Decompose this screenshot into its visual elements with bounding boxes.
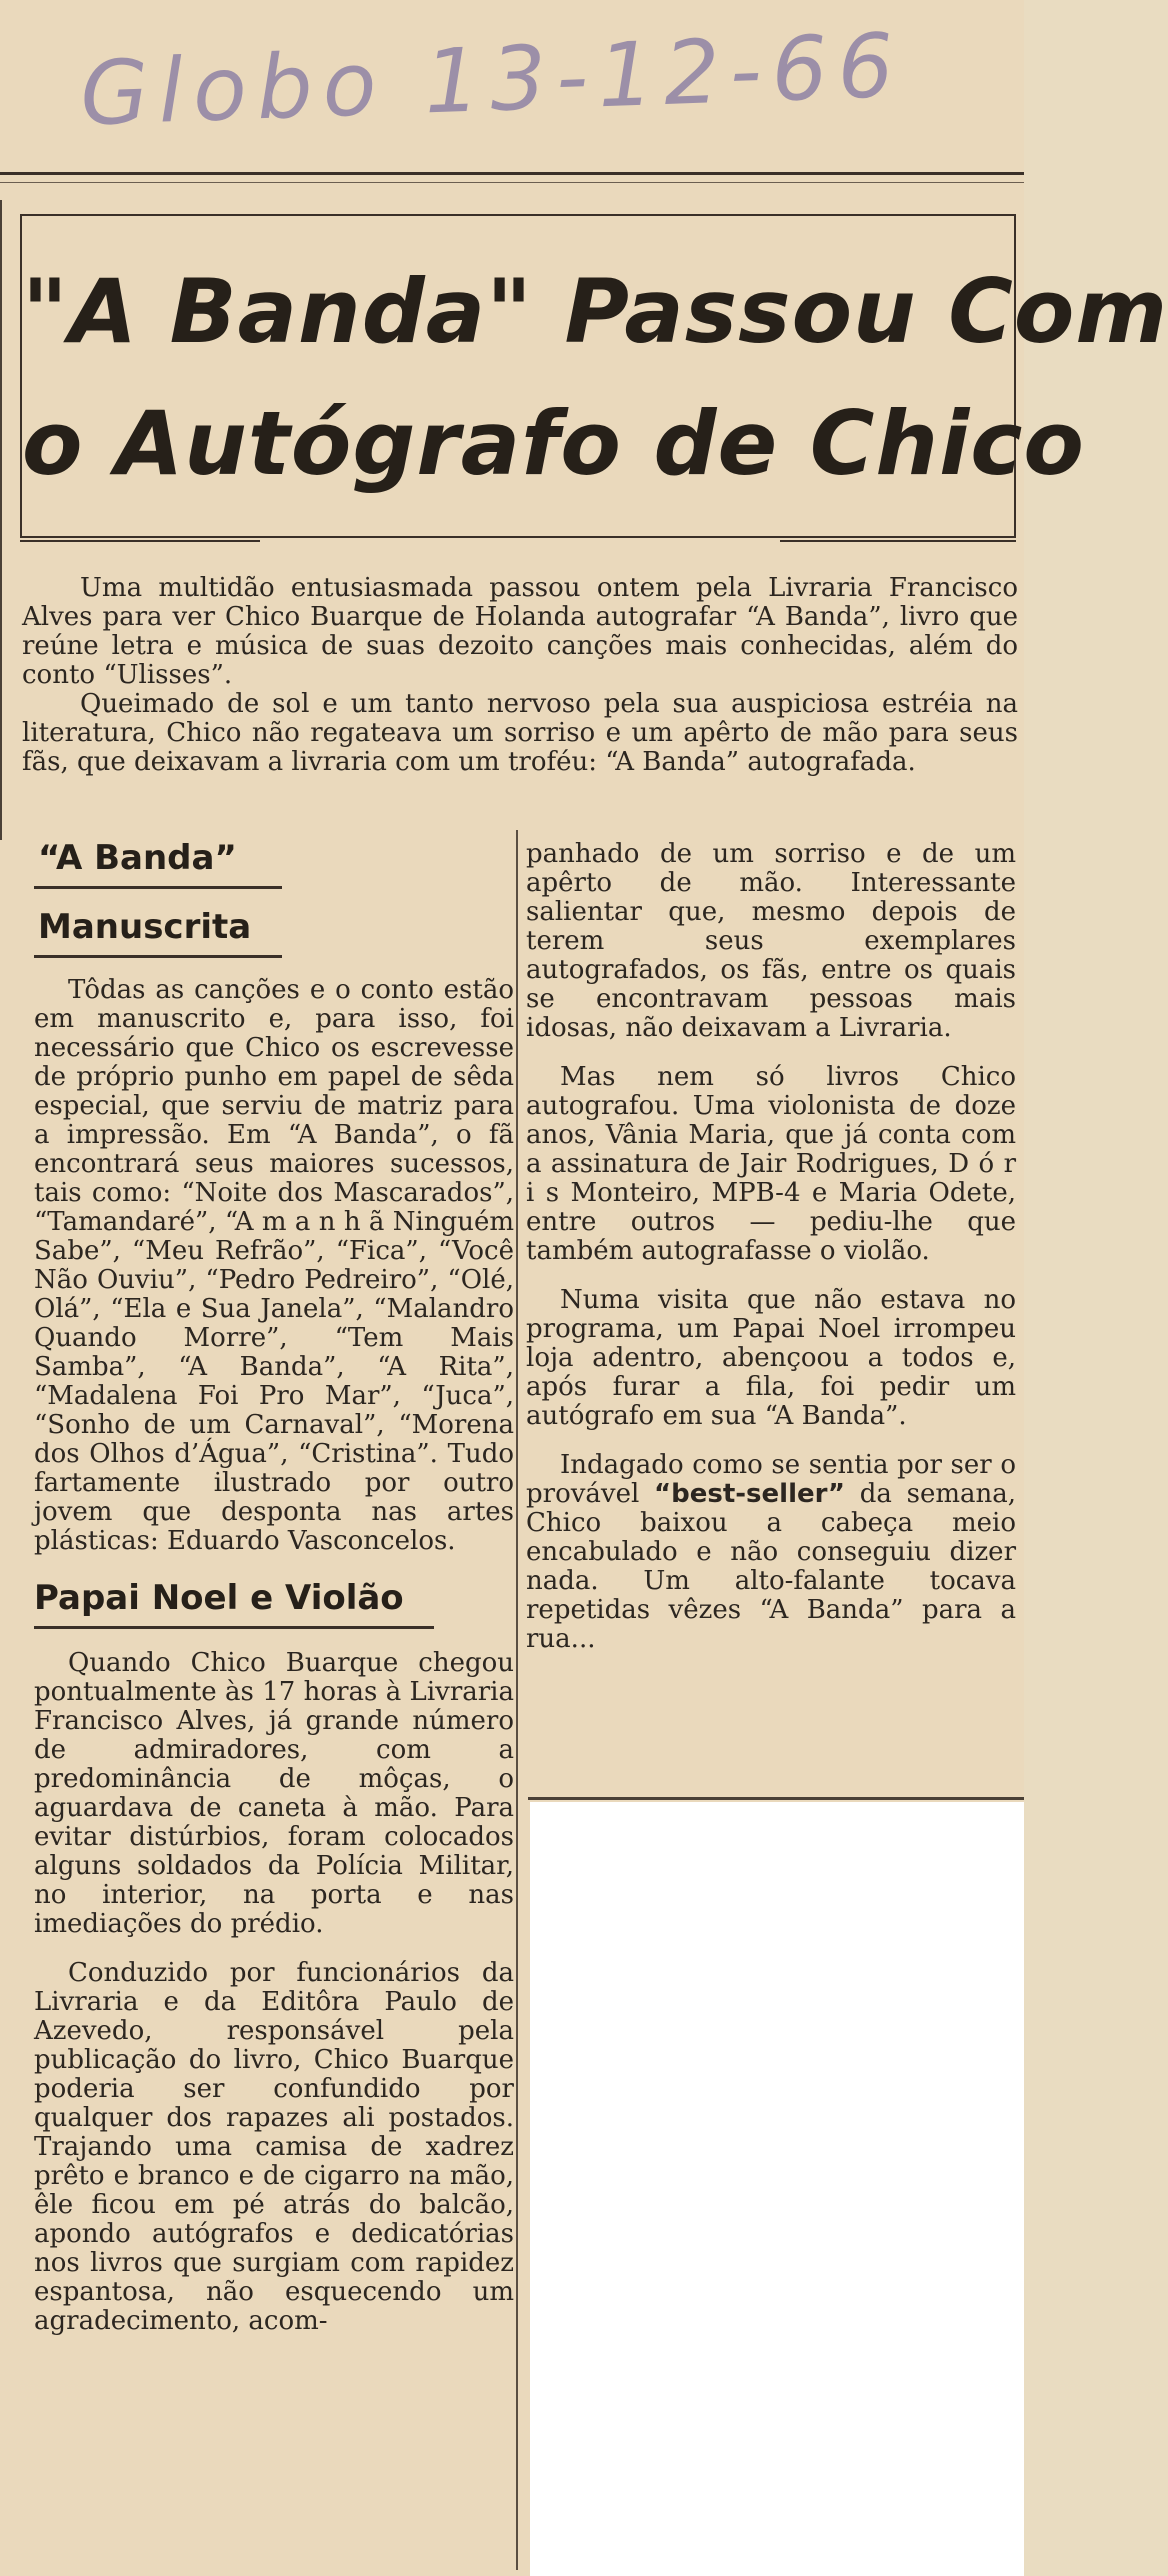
lead-paragraphs	[22, 574, 1018, 777]
handwritten-date-note: Globo 13-12-66	[78, 13, 906, 146]
right-paragraph-1: panhado de um sorriso e de um apêrto de mão. Interessante salientar que, mesmo depois de terem seus exemplares autografados, os fãs, entre os quais se encontravam pessoas mais idosas, não deixavam a Livraria.	[526, 839, 1016, 1043]
right-column	[526, 840, 1016, 1654]
section-heading-papai-noel: Papai Noel e Violão	[34, 1578, 404, 1618]
headline-line-2: o Autógrafo de Chico	[22, 392, 1085, 495]
lead-paragraph-2: Queimado de sol e um tanto nervoso pela sua auspiciosa estréia na literatura, Chico não regateava um sorriso e um apêrto de mão para seus fãs, que deixavam a livraria com um troféu: “A Banda” autografada.	[22, 689, 1018, 777]
right-column-end-rule	[528, 1797, 1024, 1800]
lead-paragraph-1: Uma multidão entusiasmada passou ontem pela Livraria Francisco Alves para ver Chico Buarque de Holanda autografar “A Banda”, livro que reúne letra e música de suas dezoito canções mais conhecidas, além do conto “Ulisses”.	[22, 573, 1018, 690]
left-column	[34, 838, 514, 2336]
best-seller-term: “best-seller”	[654, 1479, 846, 1509]
section-heading-rule	[34, 955, 282, 958]
top-rule	[0, 172, 1024, 175]
section2-paragraph-1: Quando Chico Buarque chegou pontualmente às 17 horas à Livraria Francisco Alves, já grande número de admiradores, com a predominância de môças, o aguardava de caneta à mão. Para evitar distúrbios, foram colocados alguns soldados da Polícia Militar, no interior, na porta e nas imediações do prédio.	[34, 1648, 514, 1939]
section-heading-rule	[34, 1626, 434, 1629]
headline-line-1: "A Banda" Passou Com	[22, 260, 1168, 363]
right-paragraph-4-start: Indagado como se sentia por ser o provável	[526, 1450, 1016, 1509]
section-heading-rule	[34, 886, 282, 889]
section2-paragraph-2: Conduzido por funcionários da Livraria e da Editôra Paulo de Azevedo, responsável pela publicação do livro, Chico Buarque poderia ser confundido por qualquer dos rapazes ali postados. Trajando uma camisa de xadrez prêto e branco e de cigarro na mão, êle ficou em pé atrás do balcão, apondo autógrafos e dedicatórias nos livros que surgiam com rapidez espantosa, não esquecendo um agradecimento, acom-	[34, 1958, 514, 2336]
right-paragraph-4	[526, 1451, 1016, 1654]
right-paragraph-4-end: da semana, Chico baixou a cabeça meio encabulado e não conseguiu dizer nada. Um alto-falante tocava repetidas vêzes “A Banda” para a rua...	[526, 1479, 1016, 1654]
headline-box	[20, 214, 1168, 538]
right-paragraph-2: Mas nem só livros Chico autografou. Uma violonista de doze anos, Vânia Maria, que já conta com a assinatura de Jair Rodrigues, D ó r i s Monteiro, MPB-4 e Maria Odete, entre outros — pediu-lhe que também autografasse o violão.	[526, 1062, 1016, 1266]
section1-body: Tôdas as canções e o conto estão em manuscrito e, para isso, foi necessário que Chico os escrevesse de próprio punho em papel de sêda especial, que serviu de matriz para a impressão. Em “A Banda”, o fã encontrará seus maiores sucessos, tais como: “Noite dos Mascarados”, “Tamandaré”, “A m a n h ã Ninguém Sabe”, “Meu Refrão”, “Fica”, “Você Não Ouviu”, “Pedro Pedreiro”, “Olé, Olá”, “Ela e Sua Janela”, “Malandro Quando Morre”, “Tem Mais Samba”, “A Banda”, “A Rita”, “Madalena Foi Pro Mar”, “Juca”, “Sonho de um Carnaval”, “Morena dos Olhos d’Água”, “Cristina”. Tudo fartamente ilustrado por outro jovem que desponta nas artes plásticas: Eduardo Vasconcelos.	[34, 975, 514, 1556]
section-heading-manuscrita: Manuscrita	[38, 907, 252, 947]
headline-underline-left	[20, 540, 260, 542]
left-edge-rule	[0, 200, 2, 840]
section-heading-a-banda: “A Banda”	[38, 838, 237, 878]
headline-underline-right	[780, 540, 1016, 542]
blank-area	[530, 1802, 1024, 2576]
right-paragraph-3: Numa visita que não estava no programa, um Papai Noel irrompeu loja adentro, abençoou a todos e, após furar a fila, foi pedir um autógrafo em sua “A Banda”.	[526, 1285, 1016, 1431]
top-rule-thin	[0, 182, 1024, 183]
column-divider	[516, 830, 518, 2570]
